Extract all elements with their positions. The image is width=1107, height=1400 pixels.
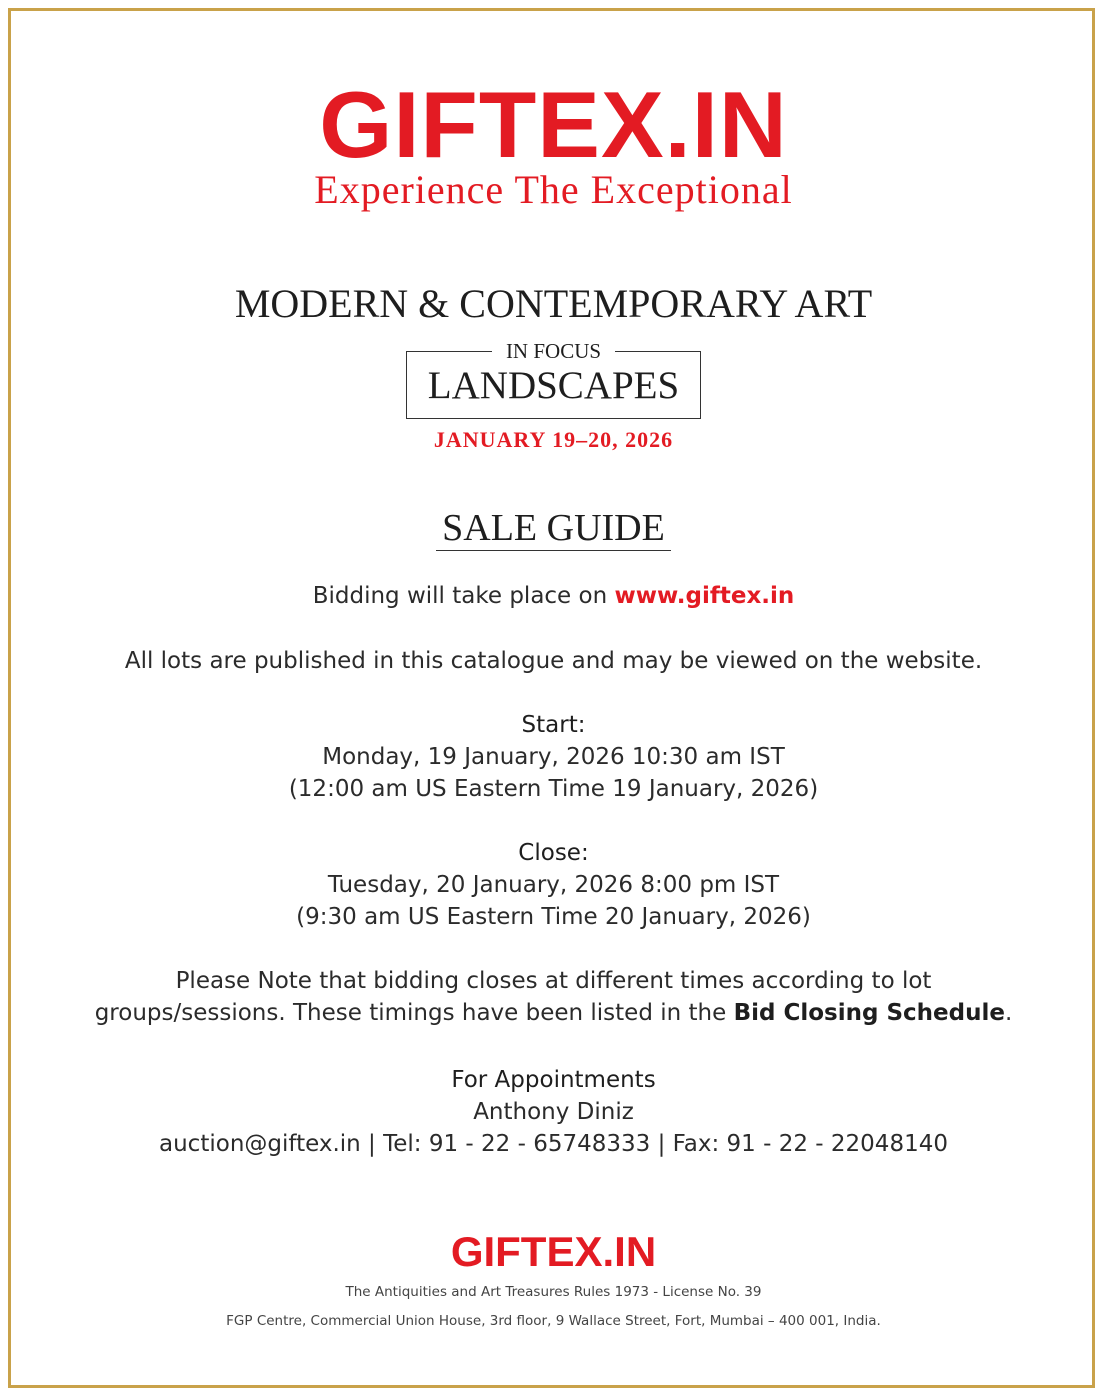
footer-license: The Antiquities and Art Treasures Rules 1973 - License No. 39 <box>345 1284 762 1300</box>
note-line-1: Please Note that bidding closes at different times according to lot <box>175 968 932 994</box>
page-border <box>8 8 1095 1388</box>
footer-logo: GIFTEX.IN <box>450 1228 657 1275</box>
focus-title: LANDSCAPES <box>427 364 680 407</box>
bidding-prefix: Bidding will take place on <box>312 583 615 609</box>
note-line-2 <box>0 997 1107 1029</box>
bid-closing-schedule-text: Bid Closing Schedule <box>733 1000 1005 1026</box>
note-line-2-suffix: . <box>1004 1000 1013 1026</box>
start-eastern-time: (12:00 am US Eastern Time 19 January, 2026) <box>288 776 819 802</box>
sale-dates: JANUARY 19–20, 2026 <box>433 427 674 452</box>
start-datetime: Monday, 19 January, 2026 10:30 am IST <box>322 744 785 770</box>
close-datetime: Tuesday, 20 January, 2026 8:00 pm IST <box>327 872 780 898</box>
close-label: Close: <box>518 840 589 866</box>
appointments-label: For Appointments <box>451 1067 656 1093</box>
brand-tagline: Experience The Exceptional <box>314 167 793 212</box>
sale-guide-underline <box>436 550 671 551</box>
note-line-2-prefix: groups/sessions. These timings have been listed in the <box>94 1000 734 1026</box>
focus-label: IN FOCUS <box>505 339 602 363</box>
sale-title: MODERN & CONTEMPORARY ART <box>234 281 873 326</box>
start-label: Start: <box>521 712 586 738</box>
brand-logo: GIFTEX.IN <box>319 72 788 177</box>
close-eastern-time: (9:30 am US Eastern Time 20 January, 2026) <box>296 904 811 930</box>
footer-address: FGP Centre, Commercial Union House, 3rd floor, 9 Wallace Street, Fort, Mumbai – 400 001, India. <box>226 1313 881 1329</box>
website-link[interactable]: www.giftex.in <box>614 583 795 609</box>
appointments-contact-name: Anthony Diniz <box>473 1099 634 1125</box>
lots-note: All lots are published in this catalogue and may be viewed on the website. <box>124 648 983 674</box>
sale-guide-heading: SALE GUIDE <box>442 507 665 549</box>
bidding-line <box>0 580 1107 612</box>
appointments-contact-details: auction@giftex.in | Tel: 91 - 22 - 65748333 | Fax: 91 - 22 - 22048140 <box>159 1131 948 1157</box>
